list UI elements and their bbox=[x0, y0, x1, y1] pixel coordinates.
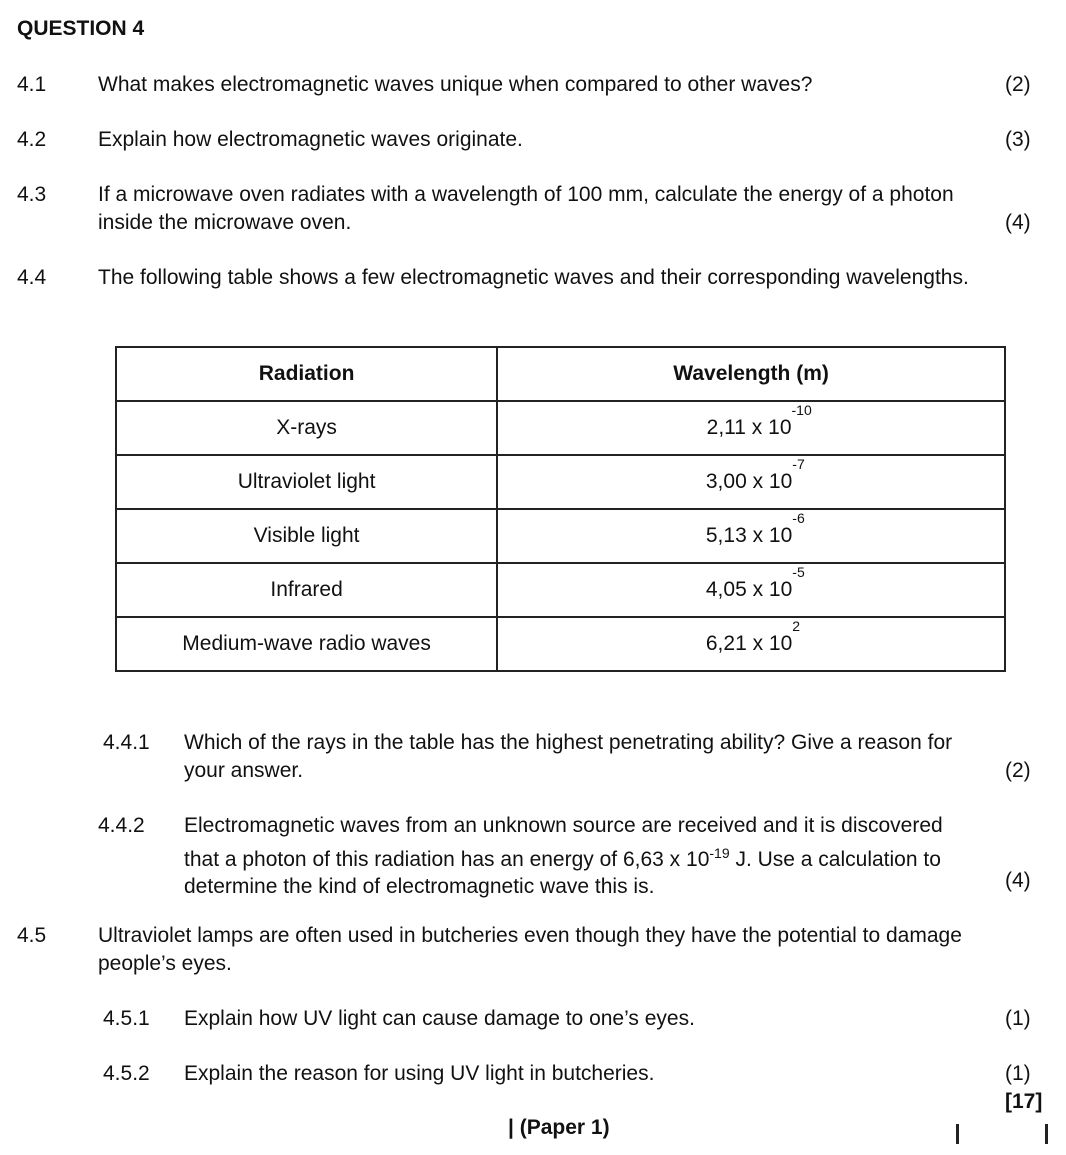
question-number: 4.5 bbox=[17, 924, 47, 947]
wavelength-cell bbox=[497, 563, 1005, 617]
table-row bbox=[116, 455, 1005, 509]
table-row bbox=[116, 401, 1005, 455]
subquestion-marks: (4) bbox=[1005, 869, 1031, 892]
table-header-row bbox=[116, 347, 1005, 401]
question-text: What makes electromagnetic waves unique when compared to other waves? bbox=[98, 73, 813, 96]
subquestion-text: Explain how UV light can cause damage to one’s eyes. bbox=[184, 1007, 695, 1030]
subquestion-number: 4.4.1 bbox=[103, 731, 150, 754]
table-row bbox=[116, 617, 1005, 671]
question-number: 4.1 bbox=[17, 73, 47, 96]
question-number: 4.2 bbox=[17, 128, 47, 151]
wavelength-mantissa: 6,21 x 10 bbox=[705, 632, 793, 655]
subquestion-marks: (1) bbox=[1005, 1007, 1031, 1030]
question-text: The following table shows a few electromagnetic waves and their corresponding wavelengths. bbox=[98, 266, 969, 289]
question-marks: (3) bbox=[1005, 128, 1031, 151]
wavelength-exponent: -5 bbox=[792, 564, 805, 580]
question-text: Explain how electromagnetic waves originate. bbox=[98, 128, 523, 151]
subquestion-text: Electromagnetic waves from an unknown source are received and it is discovered that a photon of this radiation has an energy of 6,63 x $10^{-19}$ J. Use a calculation to determine the kind of electromagnetic wave this is. bbox=[184, 814, 943, 898]
subquestion-marks: (2) bbox=[1005, 759, 1031, 782]
wavelength-exponent: -10 bbox=[791, 402, 812, 418]
question-marks: (4) bbox=[1005, 211, 1031, 234]
wavelength-mantissa: 4,05 x 10 bbox=[705, 578, 793, 601]
radiation-cell: X-rays bbox=[116, 401, 497, 455]
wavelength-exponent: -6 bbox=[792, 510, 805, 526]
footer-divider bbox=[1045, 1124, 1048, 1144]
wavelength-cell bbox=[497, 509, 1005, 563]
table-row bbox=[116, 563, 1005, 617]
wavelength-mantissa: 3,00 x 10 bbox=[705, 470, 793, 493]
energy-exponent: -19 bbox=[709, 844, 730, 861]
wavelength-mantissa: 5,13 x 10 bbox=[705, 524, 793, 547]
radiation-cell: Medium-wave radio waves bbox=[116, 617, 497, 671]
wavelength-exponent: -7 bbox=[792, 456, 805, 472]
question-text: Ultraviolet lamps are often used in butcheries even though they have the potential to damage people’s eyes. bbox=[98, 924, 962, 975]
question-heading: QUESTION 4 bbox=[17, 17, 145, 40]
question-text: If a microwave oven radiates with a wavelength of 100 mm, calculate the energy of a photon inside the microwave oven. bbox=[98, 183, 954, 234]
question-marks: (2) bbox=[1005, 73, 1031, 96]
wavelength-table bbox=[115, 346, 1006, 672]
subquestion-number: 4.4.2 bbox=[98, 814, 145, 837]
wavelength-exponent: 2 bbox=[792, 618, 801, 634]
subquestion-marks: (1) bbox=[1005, 1062, 1031, 1085]
radiation-cell: Ultraviolet light bbox=[116, 455, 497, 509]
subquestion-number: 4.5.1 bbox=[103, 1007, 150, 1030]
wavelength-cell bbox=[497, 617, 1005, 671]
question-number: 4.3 bbox=[17, 183, 47, 206]
subquestion-number: 4.5.2 bbox=[103, 1062, 150, 1085]
wavelength-cell bbox=[497, 455, 1005, 509]
radiation-cell: Infrared bbox=[116, 563, 497, 617]
wavelength-cell bbox=[497, 401, 1005, 455]
question-number: 4.4 bbox=[17, 266, 47, 289]
column-header-wavelength: Wavelength (m) bbox=[497, 347, 1005, 401]
wavelength-mantissa: 2,11 x 10 bbox=[706, 416, 792, 439]
footer-paper-label: | (Paper 1) bbox=[508, 1116, 610, 1139]
footer-divider bbox=[956, 1124, 959, 1144]
subquestion-text: Which of the rays in the table has the highest penetrating ability? Give a reason for your answer. bbox=[184, 731, 953, 782]
subquestion-text: Explain the reason for using UV light in butcheries. bbox=[184, 1062, 655, 1085]
column-header-radiation: Radiation bbox=[116, 347, 497, 401]
table-row bbox=[116, 509, 1005, 563]
radiation-cell: Visible light bbox=[116, 509, 497, 563]
total-marks: [17] bbox=[1005, 1090, 1043, 1113]
